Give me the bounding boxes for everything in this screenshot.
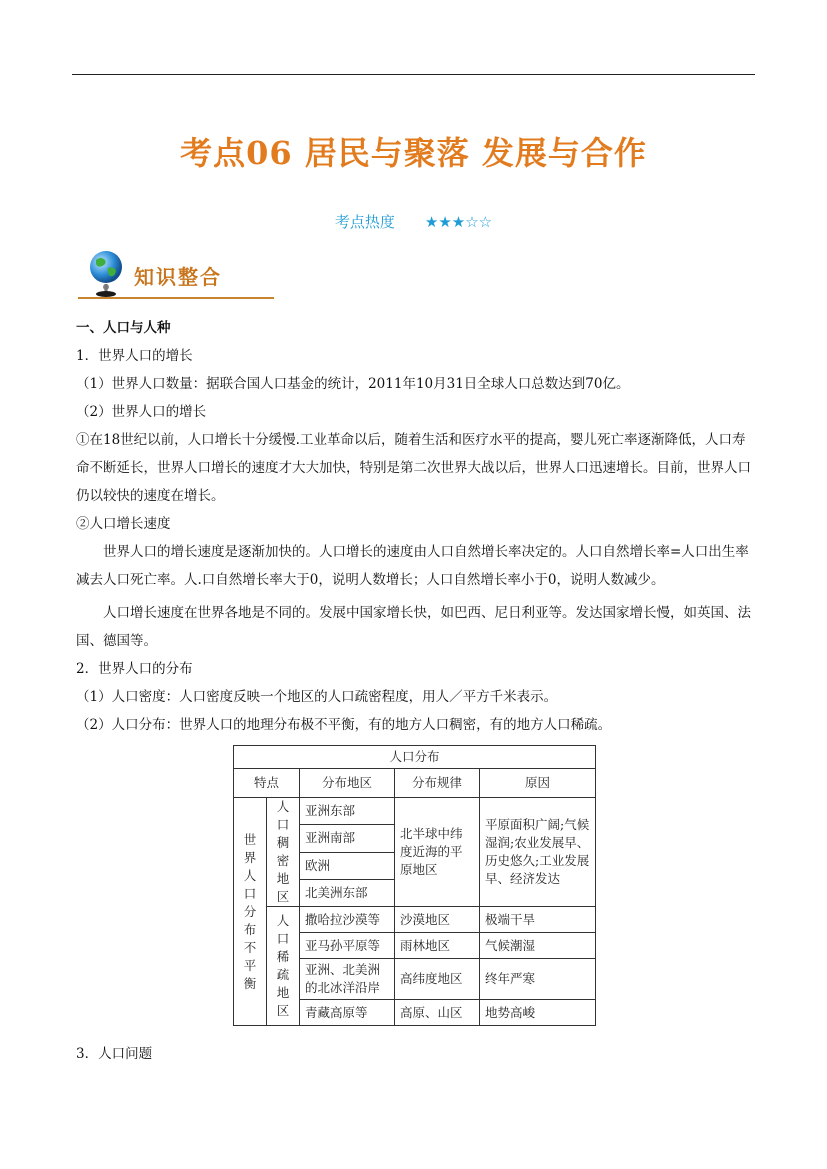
heading-population: 一、人口与人种 <box>76 320 171 336</box>
dense-rule: 北半球中纬度近海的平原地区 <box>395 798 480 907</box>
section-underline <box>78 297 274 299</box>
paragraph: ②人口增长速度 <box>76 516 171 532</box>
dense-reason: 平原面积广阔;气候湿润;农业发展早、历史悠久;工业发展早、经济发达 <box>480 798 596 907</box>
heat-label: 考点热度 <box>334 213 395 231</box>
table-header: 原因 <box>480 769 596 798</box>
dense-label: 人口稠密地区 <box>267 798 300 907</box>
table-cell: 气候潮湿 <box>480 933 596 959</box>
section-header <box>78 248 274 302</box>
paragraph: （2）人口分布：世界人口的地理分布极不平衡，有的地方人口稠密，有的地方人口稀疏。 <box>76 717 612 733</box>
table-header: 分布地区 <box>300 769 395 798</box>
paragraph: （1）世界人口数量：据联合国人口基金的统计，2011年10月31日全球人口总数达到70亿。 <box>76 376 630 392</box>
table-cell: 亚马孙平原等 <box>300 933 395 959</box>
sparse-label: 人口稀疏地区 <box>267 907 300 1026</box>
table-caption: 人口分布 <box>234 746 596 769</box>
table-cell: 北美洲东部 <box>300 879 395 906</box>
table-cell: 亚洲南部 <box>300 825 395 852</box>
paragraph: 人口增长速度在世界各地是不同的。发展中国家增长快，如巴西、尼日利亚等。发达国家增长慢，如英国、法国、德国等。 <box>76 605 751 649</box>
subheading-distribution: 2．世界人口的分布 <box>76 661 193 677</box>
table-cell: 欧洲 <box>300 852 395 879</box>
heat-stars: ★★★☆☆ <box>424 213 493 231</box>
table-cell: 亚洲东部 <box>300 798 395 825</box>
table-cell: 高原、山区 <box>395 1000 480 1026</box>
table-cell: 青藏高原等 <box>300 1000 395 1026</box>
paragraph: （1）人口密度：人口密度反映一个地区的人口疏密程度，用人／平方千米表示。 <box>76 689 558 705</box>
paragraph: （2）世界人口的增长 <box>76 404 207 420</box>
page-title: 考点06 居民与聚落 发展与合作 <box>180 134 647 172</box>
subheading-growth: 1．世界人口的增长 <box>76 348 193 364</box>
population-distribution-table <box>233 745 596 1026</box>
table-cell: 亚洲、北美洲的北冰洋沿岸 <box>300 959 395 1000</box>
paragraph: ①在18世纪以前，人口增长十分缓慢.工业革命以后，随着生活和医疗水平的提高，婴儿死亡率逐渐降低，人口寿命不断延长，世界人口增长的速度才大大加快，特别是第二次世界大战以后，世界人口迅速增长。目前，世界人口仍以较快的速度在增长。 <box>76 432 751 504</box>
body-text <box>76 314 756 739</box>
section-title: 知识整合 <box>134 265 222 289</box>
group-cell: 世界人口分布不平衡 <box>234 798 267 1026</box>
globe-icon <box>86 248 126 298</box>
table-cell: 撒哈拉沙漠等 <box>300 907 395 933</box>
table-header: 分布规律 <box>395 769 480 798</box>
table-cell: 极端干旱 <box>480 907 596 933</box>
table-cell: 高纬度地区 <box>395 959 480 1000</box>
header-rule <box>72 74 755 75</box>
table-cell: 雨林地区 <box>395 933 480 959</box>
table-cell: 地势高峻 <box>480 1000 596 1026</box>
table-header: 特点 <box>234 769 300 798</box>
heat-rating <box>0 211 827 232</box>
subheading-problems: 3．人口问题 <box>76 1046 153 1062</box>
paragraph: 世界人口的增长速度是逐渐加快的。人口增长的速度由人口自然增长率决定的。人口自然增长率=人口出生率减去人口死亡率。人.口自然增长率大于0，说明人数增长；人口自然增长率小于0，说明人数减少。 <box>76 544 749 588</box>
table-cell: 沙漠地区 <box>395 907 480 933</box>
table-cell: 终年严寒 <box>480 959 596 1000</box>
